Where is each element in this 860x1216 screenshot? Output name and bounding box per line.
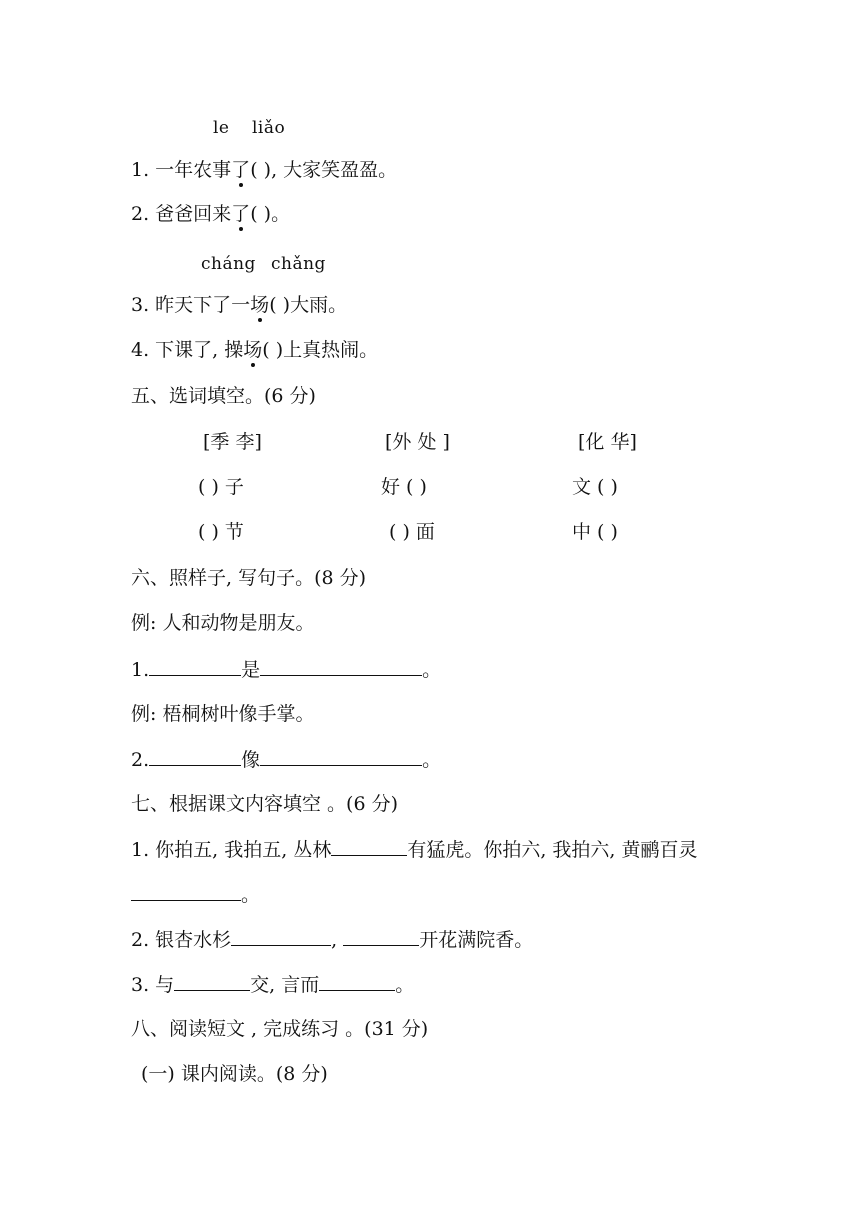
q1-after: , 大家笑盈盈。 xyxy=(271,159,398,181)
choices-group-3: [化 华] xyxy=(578,431,637,453)
s1-end: 。 xyxy=(422,659,442,681)
pinyin-le: le xyxy=(213,118,230,138)
l1-part-a: 1. 你拍五, 我拍五, 丛林 xyxy=(131,839,332,861)
fill-group-2-row-2: ( ) 面 xyxy=(389,521,435,543)
s1-number: 1. xyxy=(131,659,150,681)
s1-blank-b[interactable] xyxy=(260,657,422,676)
fill-group-1-row-2: ( ) 节 xyxy=(198,521,244,543)
l1-blank-2[interactable] xyxy=(131,882,241,901)
s2-number: 2. xyxy=(131,749,150,771)
l3-blank-a[interactable] xyxy=(174,972,250,991)
q2-dotted-char: 了 xyxy=(231,203,251,225)
question-1 xyxy=(131,158,397,182)
s2-mid: 像 xyxy=(241,749,261,771)
choices-group-2: [外 处 ] xyxy=(385,431,450,453)
example-2: 例: 梧桐树叶像手掌。 xyxy=(131,703,315,725)
q1-before: 1. 一年农事 xyxy=(131,159,232,181)
section-5-title: 五、选词填空。(6 分) xyxy=(131,385,316,407)
q3-after: 大雨。 xyxy=(290,294,348,316)
pinyin-liao: liǎo xyxy=(252,118,286,138)
fill-group-1-row-1: ( ) 子 xyxy=(198,476,244,498)
pinyin-chang3: chǎng xyxy=(271,254,326,274)
fill-group-2-row-1: 好 ( ) xyxy=(381,476,427,498)
sentence-2 xyxy=(131,747,441,772)
l2-part-b: , xyxy=(331,929,338,951)
q4-before: 4. 下课了, 操 xyxy=(131,339,244,361)
l3-part-a: 3. 与 xyxy=(131,974,175,996)
q2-after: 。 xyxy=(271,203,291,225)
q3-before: 3. 昨天下了一 xyxy=(131,294,251,316)
question-4 xyxy=(131,338,378,362)
q4-paren: ( ) xyxy=(262,339,284,361)
example-1: 例: 人和动物是朋友。 xyxy=(131,612,315,634)
fill-line-2 xyxy=(131,927,533,952)
s1-mid: 是 xyxy=(241,659,261,681)
choices-group-1: [季 李] xyxy=(203,431,262,453)
q1-paren: ( ) xyxy=(250,159,272,181)
l3-part-b: 交, 言而 xyxy=(250,974,320,996)
question-3 xyxy=(131,293,347,317)
q4-dotted-char: 场 xyxy=(243,339,263,361)
l2-part-a: 2. 银杏水杉 xyxy=(131,929,232,951)
fill-line-3 xyxy=(131,972,414,997)
s1-blank-a[interactable] xyxy=(149,657,241,676)
q2-paren: ( ) xyxy=(250,203,272,225)
l1-end: 。 xyxy=(241,884,261,906)
l3-part-c: 。 xyxy=(395,974,415,996)
question-2 xyxy=(131,202,290,226)
l1-part-b: 有猛虎。你拍六, 我拍六, 黄鹂百灵 xyxy=(407,839,698,861)
section-8-subtitle: (一) 课内阅读。(8 分) xyxy=(141,1063,328,1085)
l1-blank[interactable] xyxy=(331,837,407,856)
q3-paren: ( ) xyxy=(269,294,291,316)
s2-end: 。 xyxy=(422,749,442,771)
q3-dotted-char: 场 xyxy=(250,294,270,316)
l3-blank-b[interactable] xyxy=(319,972,395,991)
q1-dotted-char: 了 xyxy=(231,159,251,181)
fill-line-1-cont xyxy=(131,882,260,907)
pinyin-chang2: cháng xyxy=(201,254,256,274)
s2-blank-b[interactable] xyxy=(260,747,422,766)
fill-group-3-row-1: 文 ( ) xyxy=(572,476,618,498)
q4-after: 上真热闹。 xyxy=(283,339,379,361)
q2-before: 2. 爸爸回来 xyxy=(131,203,232,225)
section-8-title: 八、阅读短文 , 完成练习 。(31 分) xyxy=(131,1018,429,1040)
l2-blank-a[interactable] xyxy=(231,927,331,946)
fill-group-3-row-2: 中 ( ) xyxy=(572,521,618,543)
section-7-title: 七、根据课文内容填空 。(6 分) xyxy=(131,793,398,815)
sentence-1 xyxy=(131,657,441,682)
s2-blank-a[interactable] xyxy=(149,747,241,766)
l2-part-c: 开花满院香。 xyxy=(419,929,534,951)
fill-line-1 xyxy=(131,837,698,862)
section-6-title: 六、照样子, 写句子。(8 分) xyxy=(131,567,367,589)
l2-blank-b[interactable] xyxy=(343,927,419,946)
